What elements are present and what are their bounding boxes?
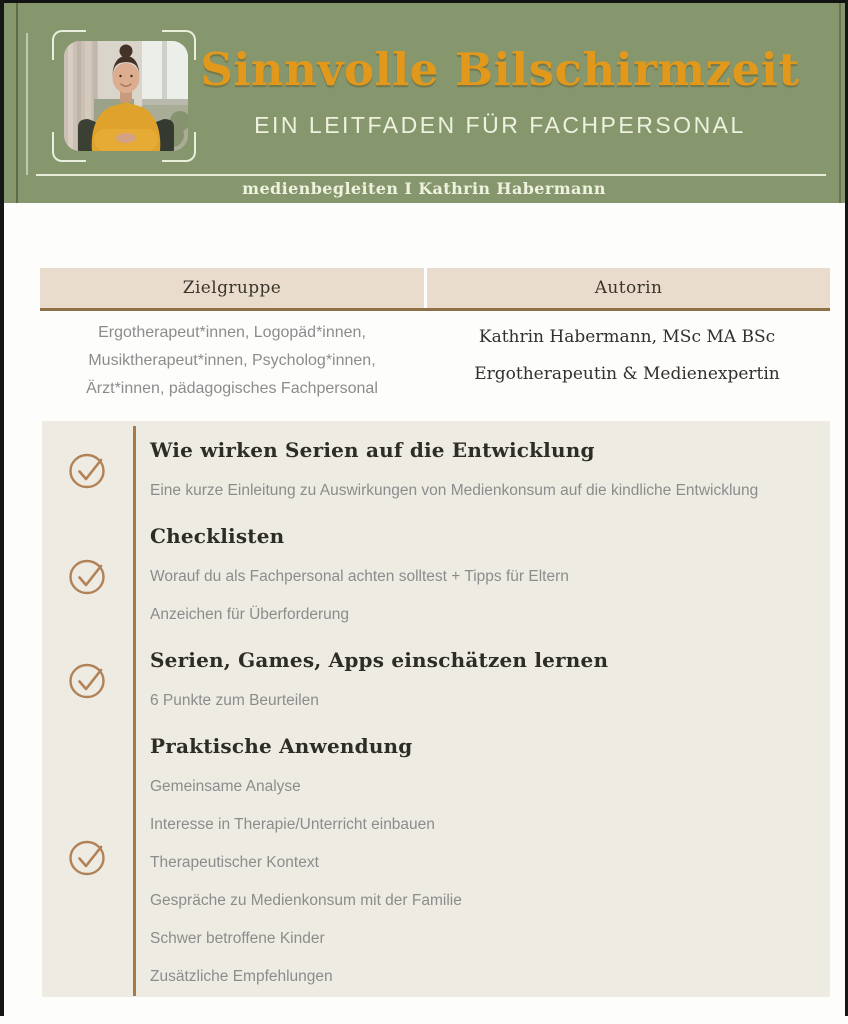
- section-item: Therapeutischer Kontext: [150, 854, 319, 871]
- byline: medienbegleiten I Kathrin Habermann: [242, 179, 606, 198]
- section-heading: Serien, Games, Apps einschätzen lernen: [150, 648, 609, 672]
- check-circle-icon: [67, 660, 111, 700]
- column-header-zielgruppe: Zielgruppe: [182, 278, 282, 298]
- zielgruppe-line: Musiktherapeut*innen, Psycholog*innen,: [88, 352, 376, 369]
- section-heading: Wie wirken Serien auf die Entwicklung: [150, 438, 595, 462]
- page-title: Sinnvolle Bilschirmzeit: [200, 43, 800, 96]
- section-item: Gemeinsame Analyse: [150, 778, 301, 795]
- table-body-row: [40, 311, 830, 403]
- table-header-row: [40, 268, 830, 311]
- section-item: Interesse in Therapie/Unterricht einbauen: [150, 816, 435, 833]
- zielgruppe-line: Ärzt*innen, pädagogisches Fachpersonal: [86, 380, 378, 397]
- left-edge-line: [16, 3, 18, 203]
- check-circle-icon: [67, 837, 111, 877]
- section-heading: Praktische Anwendung: [150, 734, 413, 758]
- section-item: 6 Punkte zum Beurteilen: [150, 692, 319, 709]
- page-frame-left: [0, 0, 4, 1016]
- decorative-vertical-line: [26, 33, 28, 175]
- contents-list: [150, 437, 812, 987]
- section-item: Zusätzliche Empfehlungen: [150, 968, 333, 985]
- info-table: [40, 268, 830, 403]
- check-circle-icon: [67, 556, 111, 596]
- autorin-cell: [424, 311, 830, 403]
- accent-vertical-line: [133, 426, 136, 996]
- section-item: Schwer betroffene Kinder: [150, 930, 325, 947]
- column-header-autorin: Autorin: [424, 268, 830, 308]
- zielgruppe-line: Ergotherapeut*innen, Logopäd*innen,: [98, 324, 366, 341]
- contents-box: [42, 421, 830, 997]
- page-subtitle: EIN LEITFADEN FÜR FACHPERSONAL: [254, 112, 746, 138]
- page-frame-top: [0, 0, 848, 3]
- section-heading: Checklisten: [150, 524, 285, 548]
- section-item: Eine kurze Einleitung zu Auswirkungen von Medienkonsum auf die kindliche Entwicklung: [150, 482, 759, 499]
- zielgruppe-cell: [40, 311, 424, 403]
- autorin-role: Ergotherapeutin & Medienexpertin: [474, 364, 780, 384]
- autorin-name: Kathrin Habermann, MSc MA BSc: [478, 327, 776, 347]
- header-divider-line: [36, 174, 826, 176]
- author-photo: [64, 41, 188, 151]
- check-circle-icon: [67, 450, 111, 490]
- section-item: Anzeichen für Überforderung: [150, 606, 350, 623]
- section-item: Worauf du als Fachpersonal achten solltest + Tipps für Eltern: [150, 568, 569, 585]
- section-item: Gespräche zu Medienkonsum mit der Familie: [150, 892, 462, 909]
- right-edge-line: [839, 3, 841, 203]
